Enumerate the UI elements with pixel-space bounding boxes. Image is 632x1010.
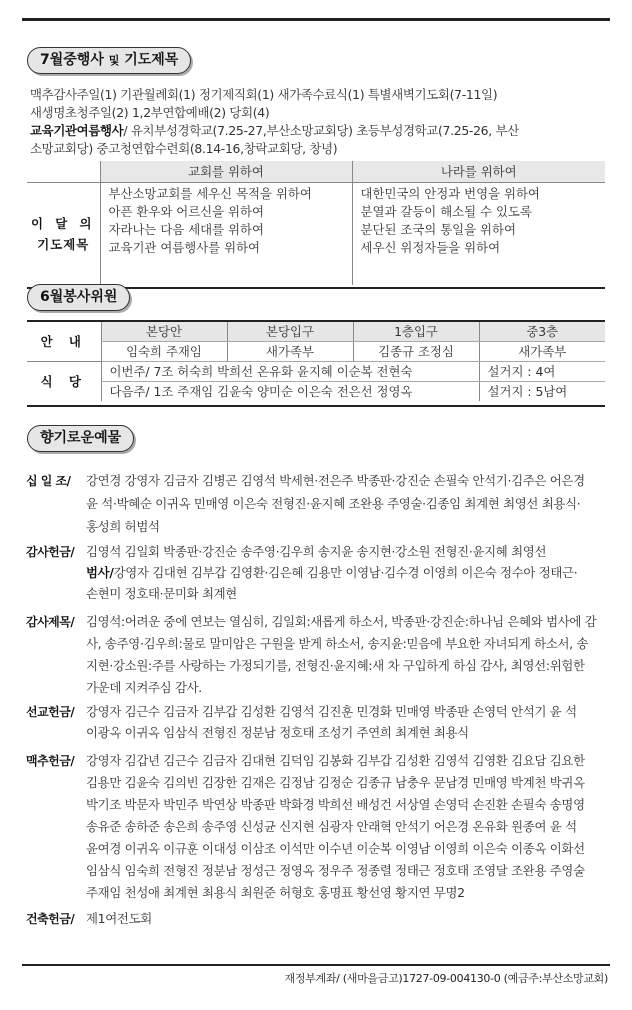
offering-line: 강연경 강영자 김금자 김병곤 김영석 박세현·전은주 박종판·강진순 손필숙 안석기·김주은 어은경	[86, 473, 585, 488]
prayer-table	[27, 161, 605, 285]
prayer-nation-list	[352, 182, 605, 285]
offering-line: 사, 송주영·김우희:물로 말미암은 구원을 받게 하소서, 송지윤:믿음에 부요한 자녀되게 하소서, 송	[86, 636, 589, 651]
events-line-3-label: 교육기관여름행사	[30, 123, 124, 138]
events-line-3-text: / 유치부성경학교(7.25-27,부산소망교회당) 초등부성경학교(7.25-26, 부산	[123, 123, 519, 138]
events-line-1: 맥추감사주일(1) 기관월례회(1) 정기제직회(1) 새가족수료식(1) 특별새벽기도회(7-11일)	[30, 87, 498, 102]
offering-label: 선교헌금/	[26, 705, 75, 719]
offering-line: 지현·강소원:주를 사랑하는 가정되기를, 전형진·윤지혜:새 차 구입하게 하심 감사, 최영선:위험한	[86, 658, 585, 673]
volunteers-table	[27, 321, 605, 401]
offering-line: 윤 석·박혜순 이귀옥 민매영 이은숙 전형진·윤지혜 조완용 주영술·김종임 최계현 최영선 최용식·	[86, 496, 581, 511]
prayer-header-church: 교회를 위하여	[100, 161, 352, 182]
guide-value: 새가족부	[227, 341, 353, 361]
offering-line: 제1여전도회	[86, 911, 152, 926]
offerings-section-title: 향기로운예물	[27, 425, 134, 452]
bottom-rule	[22, 964, 610, 966]
offering-label: 건축헌금/	[26, 912, 75, 926]
guide-value: 김종규 조정심	[353, 341, 479, 361]
offering-label: 십 일 조/	[26, 474, 71, 488]
duty-label: 식 당	[27, 361, 101, 401]
events-title-small: 및	[108, 54, 120, 67]
guide-value: 임숙희 주재임	[101, 341, 227, 361]
prayer-header-nation: 나라를 위하여	[352, 161, 605, 182]
vol-header: 중3층	[479, 321, 605, 341]
events-line-3	[30, 122, 519, 139]
prayer-label: 이 달 의 기도제목	[30, 215, 96, 252]
events-section-title	[27, 47, 191, 74]
offering-sub-line: 강영자 김대현 김부갑 김영환·김은혜 김용만 이영남·김수경 이영희 이은숙 정수아 정태근·	[113, 565, 578, 580]
vol-header: 본당입구	[227, 321, 353, 341]
vol-header: 본당안	[101, 321, 227, 341]
offering-line: 강영자 김근수 김금자 김부갑 김성환 김영석 김진훈 민경화 민매영 박종판 손영덕 안석기 윤 석	[86, 704, 577, 719]
offering-line: 강영자 김갑년 김근수 김금자 김대현 김덕임 김봉화 김부갑 김성환 김영석 김영환 김요담 김요한	[86, 753, 585, 768]
offering-line: 손현미 정호태·문미화 최계현	[86, 586, 237, 601]
offering-sub-label: 범사/	[86, 565, 114, 580]
offering-line: 임삼식 임숙희 전형진 정분남 정성근 정영옥 정우주 정종렬 정태근 정호태 조영달 조완용 주영술	[86, 863, 585, 878]
offering-line: 윤여경 이귀옥 이규훈 이대성 이삼조 이석만 이수년 이순복 이영남 이영희 이은숙 이종옥 이화선	[86, 841, 585, 856]
events-line-2: 새생명초청주일(2) 1,2부연합예배(2) 당회(4)	[30, 105, 270, 120]
vol-header: 1층입구	[353, 321, 479, 341]
events-title-rest: 기도제목	[124, 52, 179, 68]
guide-label: 안 내	[27, 321, 101, 361]
offering-line: 박기조 박문자 박민주 박연상 박종판 박화경 박희선 배성건 서상열 손영덕 손진환 손필숙 송명영	[86, 797, 585, 812]
events-title-main: 7월중행사	[40, 52, 104, 68]
offering-label: 맥추헌금/	[26, 754, 75, 768]
offering-label: 감사제목/	[26, 615, 75, 629]
prayer-church-item: 교육기관 여름행사를 위하여	[108, 239, 261, 255]
offering-line: 김영석:어려운 중에 연보는 열심히, 김일회:새롭게 하소서, 박종판·강진순:하나님 은혜와 범사에 감	[86, 614, 597, 629]
offering-line: 송유준 송하준 송은희 송주영 신성균 신지현 심광자 안래혁 안석기 어은경 온유화 원종여 윤 석	[86, 819, 577, 834]
guide-value: 새가족부	[479, 341, 605, 361]
prayer-nation-item: 분열과 갈등이 해소될 수 있도록	[360, 203, 532, 219]
prayer-church-item: 자라나는 다음 세대를 위하여	[108, 221, 264, 237]
dish-this-week: 설거지 : 4여	[479, 361, 605, 381]
prayer-nation-item: 분단된 조국의 통일을 위하여	[360, 221, 516, 237]
prayer-church-item: 부산소망교회를 세우신 목적을 위하여	[108, 185, 312, 201]
offering-label: 감사헌금/	[26, 545, 75, 559]
prayer-church-list	[100, 182, 352, 285]
prayer-nation-item: 세우신 위정자들을 위하여	[360, 239, 501, 255]
prayer-nation-item: 대한민국의 안정과 번영을 위하여	[360, 185, 540, 201]
duty-next-week: 다음주/ 1조 주재임 김윤숙 양미순 이은숙 전은선 정영옥	[101, 381, 479, 401]
offering-line: 홍성희 허범석	[86, 519, 160, 534]
volunteers-section-title: 6월봉사위원	[27, 284, 130, 311]
events-line-4: 소망교회당) 중고청연합수련회(8.14-16,창락교회당, 창녕)	[30, 141, 338, 156]
top-rule	[22, 18, 610, 21]
offering-line: 주재임 천성애 최계현 최용식 최원준 허형호 홍명표 황선영 황지연 무명2	[86, 885, 465, 900]
prayer-church-item: 아픈 환우와 어르신을 위하여	[108, 203, 264, 219]
offering-line: 가운데 지켜주심 감사.	[86, 680, 202, 695]
offering-line: 김용만 김윤숙 김의빈 김장한 김재은 김정남 김정순 김종규 남충우 문남경 민매영 박계천 박귀옥	[86, 775, 585, 790]
offering-line: 김영석 김일회 박종판·강진순 송주영·김우희 송지윤 송지현·강소원 전형진·윤지혜 최영선	[86, 544, 547, 559]
offering-line	[86, 564, 577, 582]
dish-next-week: 설거지 : 5남여	[479, 381, 605, 401]
duty-this-week: 이번주/ 7조 허숙희 박희선 온유화 윤지혜 이순복 전현숙	[101, 361, 479, 381]
offering-line: 이광옥 이귀옥 임삼식 전형진 정분남 정호태 조성기 주연희 최계현 최용식	[86, 725, 469, 740]
bank-account-footer: 재정부계좌/ (새마을금고)1727-09-004130-0 (예금주:부산소망교회)	[284, 972, 608, 985]
prayer-corner	[27, 161, 100, 182]
